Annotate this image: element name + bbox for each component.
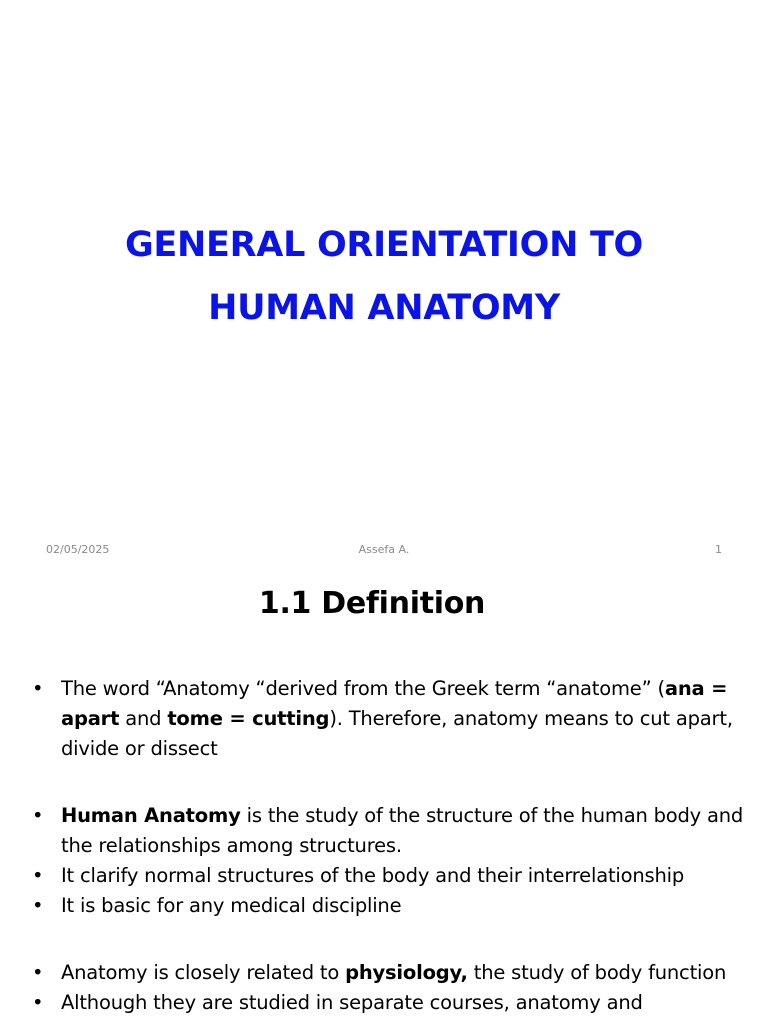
bullet-text [61, 988, 744, 1018]
bold-term: ana = apart [61, 677, 728, 730]
text-run: It clarify normal structures of the body and their interrelationship [61, 864, 685, 887]
text-run: is the study of the structure of the human body and the relationships among structures. [61, 804, 744, 857]
bullet-text [61, 801, 744, 861]
bold-term: physiology, [345, 961, 468, 984]
slide-title-line-2: HUMAN ANATOMY [208, 288, 560, 328]
bullet-icon: • [32, 864, 44, 887]
bullet-text [61, 891, 744, 921]
bold-term: Human Anatomy [61, 804, 241, 827]
bullet-item-physiology [32, 958, 744, 988]
definition-slide [0, 576, 768, 1024]
text-run: The word “Anatomy “derived from the Greek term “anatome” ( [61, 677, 665, 700]
bullet-item-basic [32, 891, 744, 921]
spacer [32, 764, 744, 801]
slide-title [0, 214, 768, 340]
bullet-item-etymology [32, 674, 744, 764]
text-run: and [119, 707, 168, 730]
bullet-text [61, 861, 744, 891]
slide-title-line-1: GENERAL ORIENTATION TO [125, 225, 643, 265]
text-run: the study of body function [467, 961, 727, 984]
bullet-text [61, 958, 744, 988]
text-run: Anatomy is closely related to [61, 961, 346, 984]
spacer [32, 921, 744, 958]
bullet-item-clarify [32, 861, 744, 891]
footer-author: Assefa A. [358, 543, 410, 556]
bullet-icon: • [32, 961, 44, 984]
slide-heading: 1.1 Definition [258, 586, 486, 621]
bullet-icon: • [32, 677, 44, 700]
bullet-item-separate-courses [32, 988, 744, 1018]
bullet-icon: • [32, 894, 44, 917]
text-run: ). Therefore, anatomy means to cut apart, divide or dissect [61, 707, 733, 760]
bullet-list [32, 674, 744, 1018]
bullet-item-human-anatomy [32, 801, 744, 861]
text-run: It is basic for any medical discipline [61, 894, 402, 917]
text-run: Although they are studied in separate courses, anatomy and [61, 991, 643, 1014]
bullet-icon: • [32, 991, 44, 1014]
footer-page-number: 1 [715, 543, 722, 556]
bullet-text [61, 674, 744, 764]
footer-date: 02/05/2025 [46, 543, 110, 556]
bold-term: tome = cutting [167, 707, 330, 730]
bullet-icon: • [32, 804, 44, 827]
